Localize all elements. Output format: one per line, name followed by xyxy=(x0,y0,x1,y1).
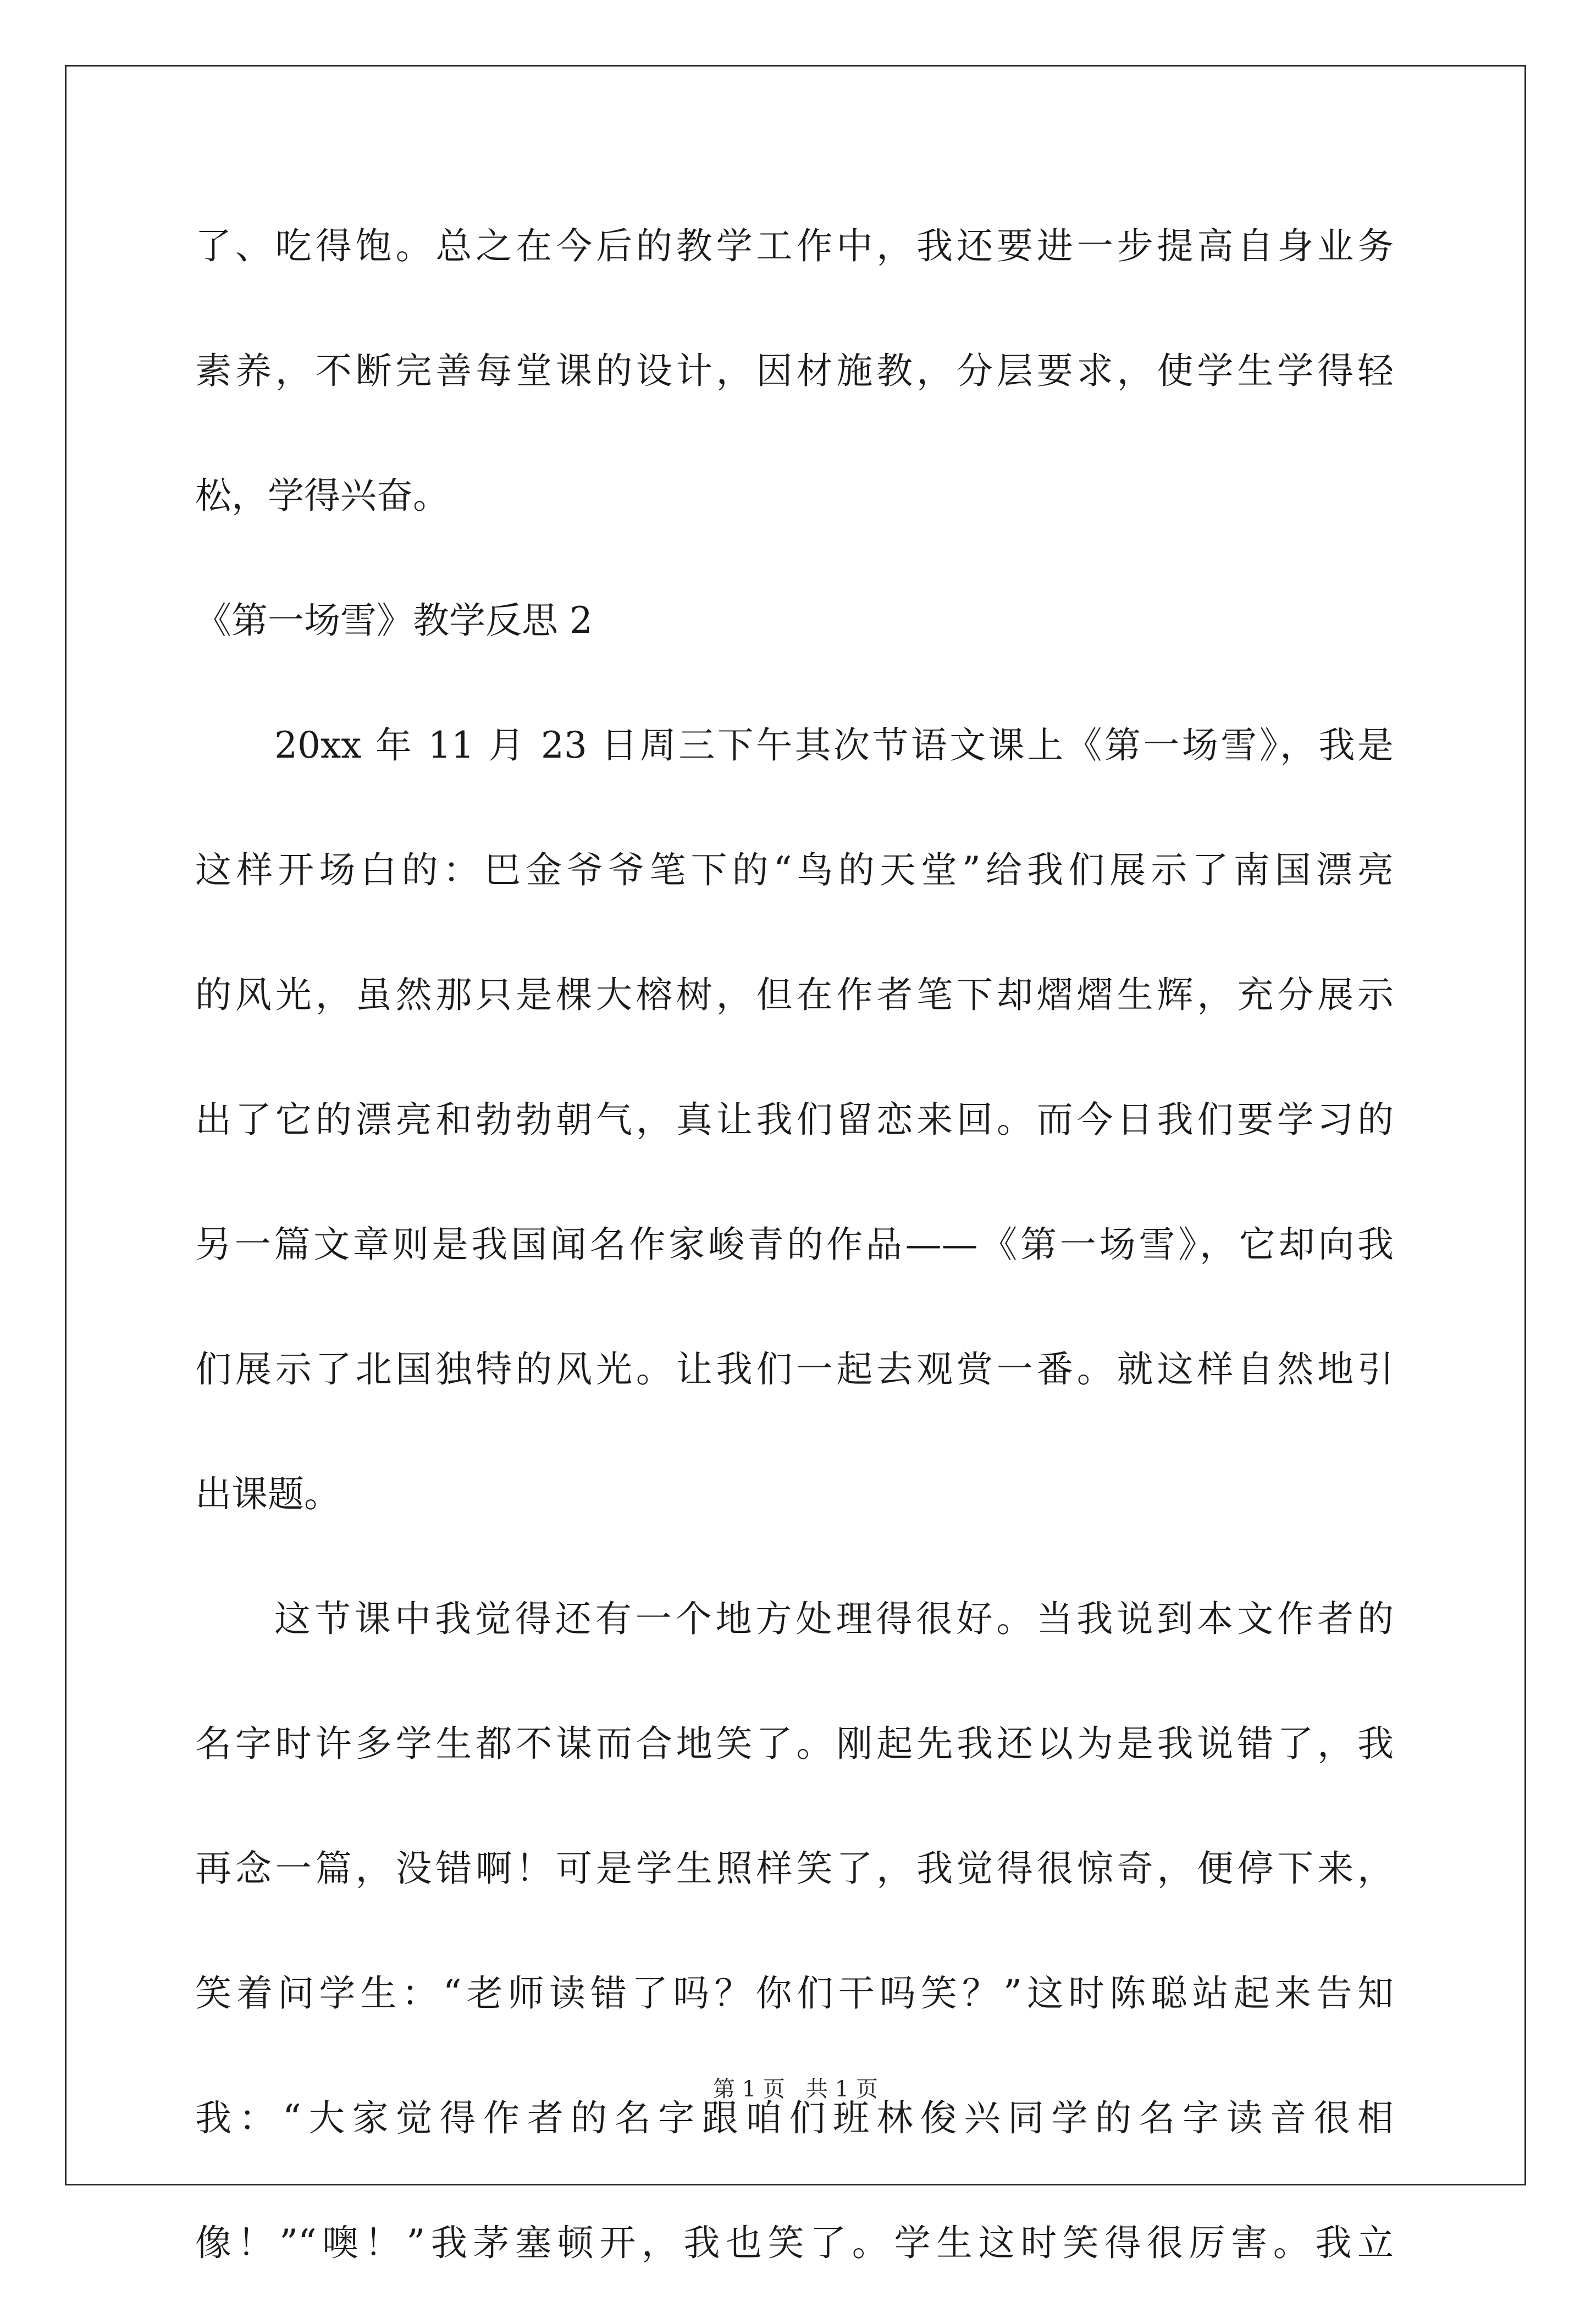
text-line: 松，学得兴奋。 xyxy=(195,474,449,517)
text-line: 再念一篇，没错啊！可是学生照样笑了，我觉得很惊奇，便停下来， xyxy=(195,1847,1394,1890)
text-line: 笑着问学生：“老师读错了吗？你们干吗笑？”这时陈聪站起来告知 xyxy=(195,1972,1394,2014)
text-line: 名字时许多学生都不谋而合地笑了。刚起先我还以为是我说错了，我 xyxy=(195,1723,1394,1765)
text-line: 素养，不断完善每堂课的设计，因材施教，分层要求，使学生学得轻 xyxy=(195,350,1394,392)
paragraph-start: 20xx 年 11 月 23 日周三下午其次节语文课上《第一场雪》，我是 xyxy=(274,724,1394,766)
paragraph-start: 这节课中我觉得还有一个地方处理得很好。当我说到本文作者的 xyxy=(274,1598,1394,1640)
text-line: 这样开场白的：巴金爷爷笔下的“鸟的天堂”给我们展示了南国漂亮 xyxy=(195,849,1394,891)
page-number-footer: 第 1 页 共 1 页 xyxy=(713,2077,878,2102)
text-line: 出了它的漂亮和勃勃朝气，真让我们留恋来回。而今日我们要学习的 xyxy=(195,1098,1394,1141)
section-heading: 《第一场雪》教学反思 2 xyxy=(195,599,593,642)
text-line: 们展示了北国独特的风光。让我们一起去观赏一番。就这样自然地引 xyxy=(195,1348,1394,1390)
document-body xyxy=(195,202,1394,2324)
text-line: 的风光，虽然那只是棵大榕树，但在作者笔下却熠熠生辉，充分展示 xyxy=(195,974,1394,1016)
text-line: 我：“大家觉得作者的名字跟咱们班林俊兴同学的名字读音很相 xyxy=(195,2097,1394,2139)
text-line: 像！”“噢！”我茅塞顿开，我也笑了。学生这时笑得很厉害。我立 xyxy=(195,2222,1394,2264)
text-line: 另一篇文章则是我国闻名作家峻青的作品——《第一场雪》，它却向我 xyxy=(195,1223,1394,1266)
text-line: 出课题。 xyxy=(195,1473,340,1515)
text-line: 了、吃得饱。总之在今后的教学工作中，我还要进一步提高自身业务 xyxy=(195,225,1394,267)
